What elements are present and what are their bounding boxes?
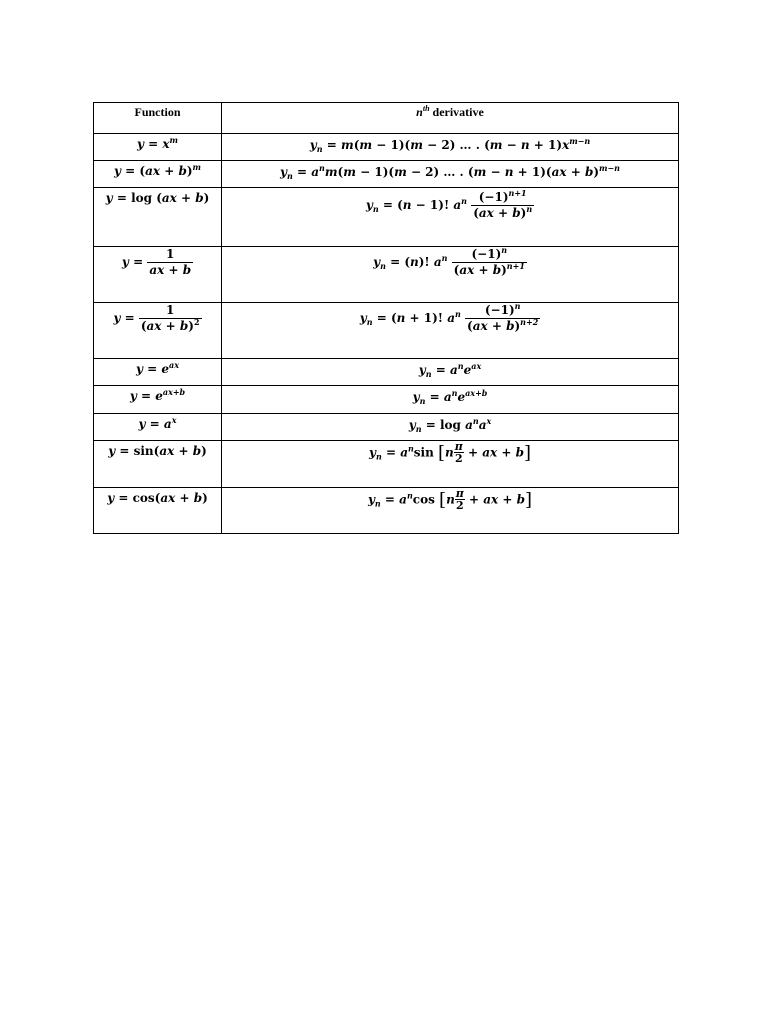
function-cell: $y = a^x$ (94, 414, 222, 441)
table-row (94, 188, 679, 247)
function-cell: y = sin(ax + b) (94, 441, 222, 488)
header-derivative: $n^{th}$ derivative (222, 103, 679, 134)
table-row (94, 161, 679, 188)
header-function: Function (94, 103, 222, 134)
table-header-row (94, 103, 679, 134)
table-row (94, 247, 679, 303)
derivative-cell: $y_n = a^n\cos$ [n $\frac{\pi}{2}$ + ax + b] (222, 488, 679, 534)
table-row (94, 386, 679, 414)
derivative-cell: $y_n = (n + 1)$! $a^n$ $\frac{(-1)^n}{(ax + b)^{n+2}}$ (222, 303, 679, 359)
function-cell: y = $\frac{1}{ax + b}$ (94, 247, 222, 303)
derivative-cell: $y_n = a^ne^{ax+b}$ (222, 386, 679, 414)
derivative-cell: $y_n = (n - 1)$! $a^n$ $\frac{(-1)^{n+1}}{(ax + b)^n}$ (222, 188, 679, 247)
table-row (94, 441, 679, 488)
derivatives-table (93, 102, 679, 534)
derivative-cell: $y_n = m(m - 1)(m - 2)$ … . $(m - n + 1)x^{m-n}$ (222, 134, 679, 161)
derivative-cell: $y_n = a^nm(m - 1)(m - 2)$ … . (m − n + 1)(ax + b)$^{m-n}$ (222, 161, 679, 188)
function-cell: y = cos(ax + b) (94, 488, 222, 534)
function-cell: y = (ax + b)$^m$ (94, 161, 222, 188)
function-cell: y = log (ax + b) (94, 188, 222, 247)
function-cell: $y = e^{ax}$ (94, 359, 222, 386)
function-cell: $y = e^{ax+b}$ (94, 386, 222, 414)
function-cell: $y = x^m$ (94, 134, 222, 161)
derivative-cell: $y_n = a^ne^{ax}$ (222, 359, 679, 386)
derivative-cell: $y_n = a^n\sin$ [n $\frac{\pi}{2}$ + ax + b] (222, 441, 679, 488)
table-row (94, 359, 679, 386)
table-row (94, 488, 679, 534)
table-row (94, 303, 679, 359)
table-row (94, 414, 679, 441)
derivative-cell: $y_n = \log a^na^x$ (222, 414, 679, 441)
function-cell: y = $\frac{1}{(ax + b)^2}$ (94, 303, 222, 359)
table-row (94, 134, 679, 161)
derivative-cell: $y_n = (n)$! $a^n$ $\frac{(-1)^n}{(ax + b)^{n+1}}$ (222, 247, 679, 303)
